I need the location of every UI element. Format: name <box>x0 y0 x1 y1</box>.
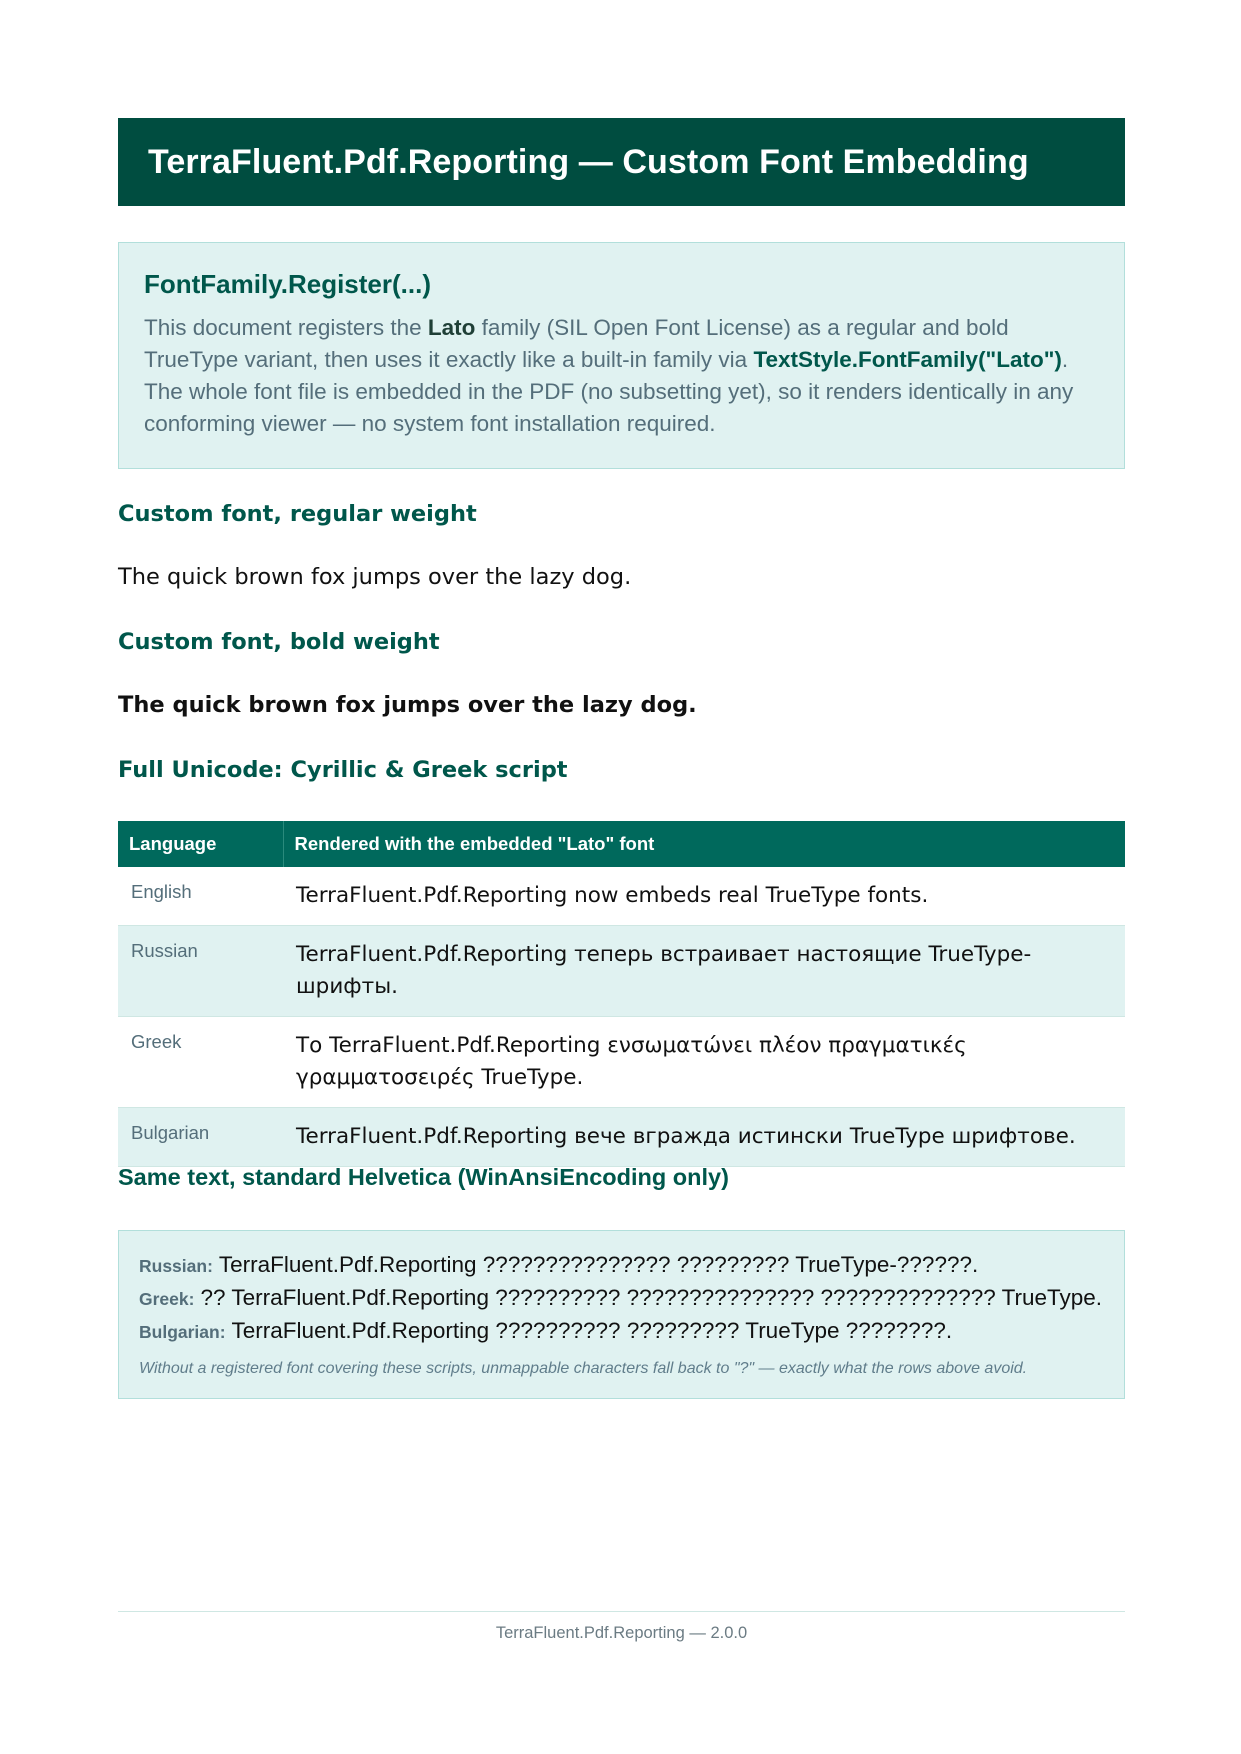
fallback-label: Greek: <box>139 1289 195 1309</box>
unicode-heading: Full Unicode: Cyrillic & Greek script <box>118 757 568 783</box>
document-title: TerraFluent.Pdf.Reporting — Custom Font Embedding <box>148 142 1029 181</box>
page-footer: TerraFluent.Pdf.Reporting — 2.0.0 <box>495 1624 748 1642</box>
intro-text-2: family (SIL Open Font License) as a regular and bold TrueType variant, then uses it exactly like a built-in family via <box>144 315 1009 372</box>
fallback-label: Bulgarian: <box>139 1322 226 1342</box>
title-banner <box>118 118 1125 206</box>
fallback-note: Without a registered font covering these scripts, unmappable characters fall back to "?" — exactly what the rows above avoid. <box>139 1360 1028 1377</box>
language-cell: Russian <box>118 926 283 1017</box>
table-row <box>118 1017 1125 1108</box>
footer-divider <box>118 1611 1125 1612</box>
table-header-language: Language <box>118 821 283 867</box>
intro-callout <box>118 242 1125 469</box>
bold-weight-sample: The quick brown fox jumps over the lazy dog. <box>118 692 697 718</box>
table-row <box>118 926 1125 1017</box>
intro-code: TextStyle.FontFamily("Lato") <box>753 347 1062 372</box>
bold-weight-heading: Custom font, bold weight <box>118 629 440 655</box>
intro-text-3: . The whole font file is embedded in the PDF (no subsetting yet), so it renders identically in any conforming viewer — no system font installation required. <box>144 347 1074 436</box>
intro-heading: FontFamily.Register(...) <box>144 269 431 299</box>
helvetica-heading: Same text, standard Helvetica (WinAnsiEncoding only) <box>118 1164 729 1190</box>
rendered-text-cell: TerraFluent.Pdf.Reporting now embeds real TrueType fonts. <box>283 867 1125 926</box>
fallback-line-russian <box>139 1249 1104 1282</box>
table-header-rendered: Rendered with the embedded "Lato" font <box>283 821 1125 867</box>
regular-weight-sample: The quick brown fox jumps over the lazy dog. <box>118 564 632 590</box>
fallback-text: TerraFluent.Pdf.Reporting ??????????????? ????????? TrueType-??????. <box>218 1252 979 1277</box>
fallback-text: ?? TerraFluent.Pdf.Reporting ?????????? ??????????????? ?????????????? TrueType. <box>200 1285 1103 1310</box>
intro-paragraph <box>144 312 1099 440</box>
language-cell: English <box>118 867 283 926</box>
rendered-text-cell: TerraFluent.Pdf.Reporting теперь встраивает настоящие TrueType-шрифты. <box>283 926 1125 1017</box>
intro-font-name: Lato <box>427 315 476 340</box>
fallback-callout <box>118 1230 1125 1399</box>
regular-weight-heading: Custom font, regular weight <box>118 501 477 527</box>
document-page <box>118 118 1125 1377</box>
fallback-line-greek <box>139 1282 1104 1315</box>
fallback-line-bulgarian <box>139 1315 1104 1348</box>
fallback-label: Russian: <box>139 1256 213 1276</box>
intro-text-1: This document registers the <box>144 315 428 340</box>
table-row <box>118 867 1125 926</box>
language-cell: Bulgarian <box>118 1108 283 1167</box>
rendered-text-cell: TerraFluent.Pdf.Reporting вече вгражда истински TrueType шрифтове. <box>283 1108 1125 1167</box>
rendered-text-cell: Το TerraFluent.Pdf.Reporting ενσωματώνει πλέον πραγματικές γραμματοσειρές TrueType. <box>283 1017 1125 1108</box>
table-row <box>118 1108 1125 1167</box>
unicode-table <box>118 821 1125 1167</box>
fallback-text: TerraFluent.Pdf.Reporting ?????????? ????????? TrueType ????????. <box>231 1318 953 1343</box>
language-cell: Greek <box>118 1017 283 1108</box>
